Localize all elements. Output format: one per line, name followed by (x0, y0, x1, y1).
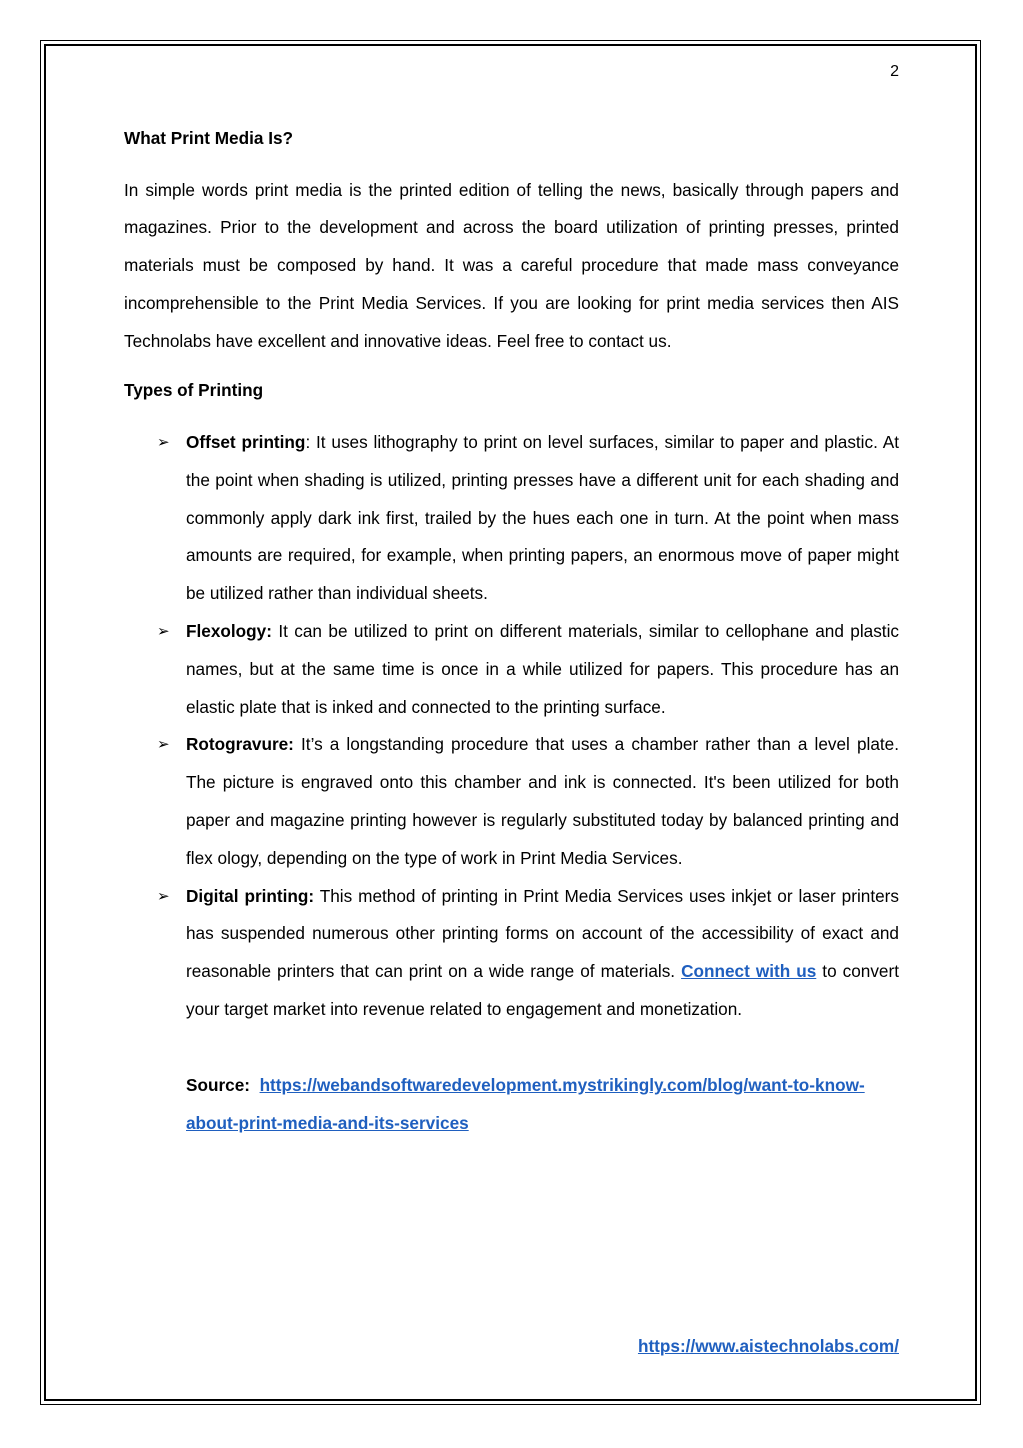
description-rotogravure: It’s a longstanding procedure that uses a chamber rather than a level plate. The picture is engraved onto this chamber and ink is connected. It's been utilized for both paper and magazine printing however is regularly substituted today by balanced printing and flex ology, depending on the type of work in Print Media Services. (186, 734, 899, 868)
arrow-bullet-icon: ➢ (157, 887, 170, 905)
list-item-flexology (157, 613, 899, 726)
description-offset-printing: It uses lithography to print on level surfaces, similar to paper and plastic. At the point when shading is utilized, printing presses have a different unit for each shading and commonly apply dark ink first, trailed by the hues each one in turn. At the point when mass amounts are required, for example, when printing papers, an enormous move of paper might be utilized rather than individual sheets. (186, 431, 899, 604)
connect-with-us-link[interactable]: Connect with us (681, 961, 817, 982)
term-offset-printing: Offset printing (186, 431, 306, 452)
source-label: Source: (186, 1074, 250, 1095)
description-digital-printing-end: to convert your target market into revenue related to engagement and monetization. (186, 961, 899, 1019)
footer-website-link[interactable]: https://www.aistechnolabs.com/ (637, 1336, 899, 1356)
arrow-bullet-icon: ➢ (157, 433, 170, 451)
source-line (186, 1067, 899, 1143)
term-digital-printing: Digital printing: (186, 885, 315, 906)
arrow-bullet-icon: ➢ (157, 622, 170, 640)
intro-paragraph: In simple words print media is the printed edition of telling the news, basically through papers and magazines. Prior to the development and across the board utilization of printing presses, printed materials must be composed by hand. It was a careful procedure that made mass conveyance incomprehensible to the Print Media Services. If you are looking for print media services then AIS Technolabs have excellent and innovative ideas. Feel free to contact us. (124, 179, 899, 351)
description-digital-printing: This method of printing in Print Media Services uses inkjet or laser printers has suspended numerous other printing forms on account of the accessibility of exact and reasonable printers that can print on a wide range of materials. (186, 885, 899, 982)
list-item-digital-printing (157, 878, 899, 1029)
list-item-rotogravure (157, 726, 899, 877)
heading-types-of-printing: Types of Printing (124, 380, 264, 401)
printing-types-list (124, 424, 899, 1029)
heading-what-print-media: What Print Media Is? (124, 128, 294, 148)
term-rotogravure: Rotogravure: (186, 734, 294, 755)
source-url-link[interactable]: https://webandsoftwaredevelopment.mystrikingly.com/blog/want-to-know-about-print-media-and-its-services (186, 1074, 865, 1133)
document-body (124, 120, 899, 1142)
page-number: 2 (890, 63, 899, 80)
term-flexology: Flexology: (186, 620, 272, 641)
term-separator: : (305, 431, 311, 452)
footer (638, 1336, 899, 1357)
list-item-offset-printing (157, 424, 899, 613)
description-flexology: It can be utilized to print on different materials, similar to cellophane and plastic names, but at the same time is once in a while utilized for papers. This procedure has an elastic plate that is inked and connected to the printing surface. (186, 620, 899, 717)
arrow-bullet-icon: ➢ (157, 736, 170, 754)
